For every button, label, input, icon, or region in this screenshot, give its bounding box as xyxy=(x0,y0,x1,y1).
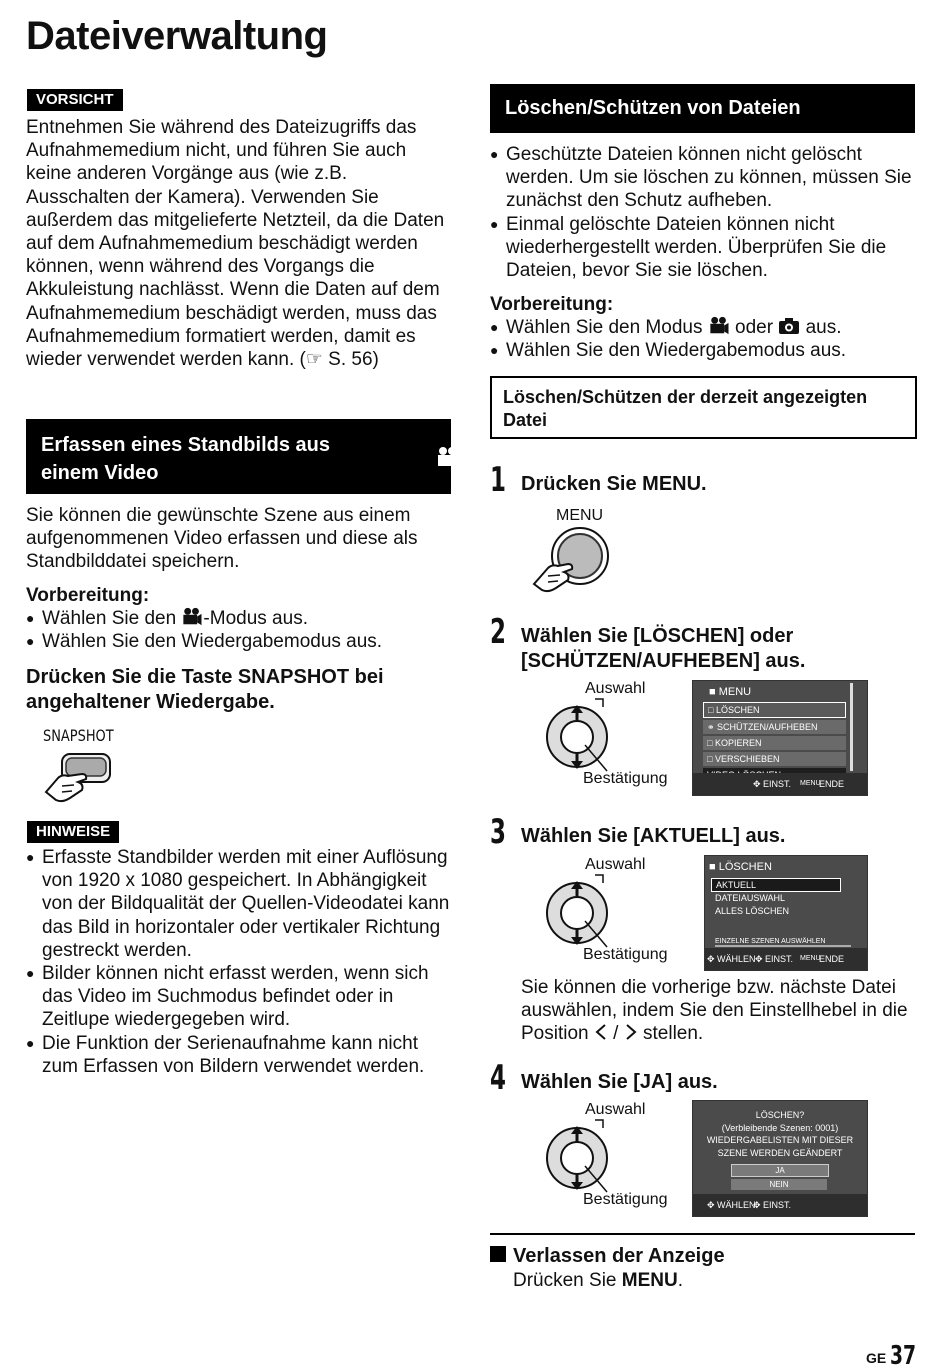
menu-item-label: LÖSCHEN xyxy=(715,705,760,715)
step-3-title: Wählen Sie [AKTUELL] aus. xyxy=(521,825,786,847)
capture-section-header xyxy=(26,419,451,494)
video-camera-icon: ■ xyxy=(709,861,716,873)
menu-item-label: KOPIEREN xyxy=(714,738,762,748)
notes-list xyxy=(26,846,456,1078)
footer-language: GE xyxy=(866,1350,887,1366)
footer-set: ✥ EINST. xyxy=(755,954,794,964)
step-3-text xyxy=(521,976,916,1046)
footer-end: ENDE xyxy=(819,954,845,964)
menu-item-copy[interactable]: □ KOPIEREN xyxy=(703,736,846,750)
screen-header xyxy=(705,856,867,873)
capture-prep-label: Vorbereitung: xyxy=(26,585,150,606)
snapshot-label: SNAPSHOT xyxy=(43,726,114,745)
list-item: ● Wählen Sie den Wiedergabemodus aus. xyxy=(26,630,456,653)
capture-intro: Sie können die gewünschte Szene aus einem aufgenommenen Video erfassen und diese als Standbilddatei speichern. xyxy=(26,505,418,573)
step-1-number: 1 xyxy=(490,460,506,500)
prep-text: Wählen Sie den Modus xyxy=(506,317,708,338)
confirm-line: SZENE WERDEN GEÄNDERT xyxy=(717,1147,843,1158)
prep-text: -Modus aus. xyxy=(203,608,308,629)
screen-footer xyxy=(705,948,867,970)
delete-screen xyxy=(704,855,868,971)
dial-illustration xyxy=(545,1118,615,1198)
confirm-label: Bestätigung xyxy=(583,770,668,787)
screen-menu-list xyxy=(703,702,846,782)
screen-header-text: LÖSCHEN xyxy=(718,861,772,873)
menu-item-delete[interactable]: □ LÖSCHEN xyxy=(703,702,846,718)
menu-item-current[interactable]: AKTUELL xyxy=(711,878,841,892)
step-4-title: Wählen Sie [JA] aus. xyxy=(521,1071,718,1093)
video-camera-icon: ■ xyxy=(709,686,716,698)
screen-menu-list xyxy=(711,878,841,918)
prep-text: oder xyxy=(729,317,779,338)
exit-text xyxy=(513,1269,683,1292)
notes-tag: HINWEISE xyxy=(27,821,119,843)
step-2-title: Wählen Sie [LÖSCHEN] oder [SCHÜTZEN/AUFHEBEN] aus. xyxy=(521,625,806,672)
footer-text: EINST. xyxy=(765,954,794,964)
list-item: ● Erfasste Standbilder werden mit einer Auflösung von 1920 x 1080 gespeichert. In Abhängigkeit von der Bildqualität der Quellen-Videodatei kann das Bild in horizontaler oder vertikaler Richtung gestreckt werden. xyxy=(26,846,456,962)
exit-text-menu: MENU xyxy=(621,1270,678,1291)
menu-screen xyxy=(692,680,868,796)
capture-section-title: Erfassen eines Standbilds aus einem Video xyxy=(41,434,330,484)
right-chevron-icon xyxy=(624,1023,638,1041)
exit-title: Verlassen der Anzeige xyxy=(513,1245,725,1267)
list-item: ● Geschützte Dateien können nicht gelöscht werden. Um sie löschen zu können, müssen Sie zunächst den Schutz aufheben. xyxy=(490,143,920,213)
exit-text-part: Drücken Sie xyxy=(513,1270,622,1291)
menu-label: MENU xyxy=(556,507,604,524)
menu-item-file-select[interactable]: DATEIAUSWAHL xyxy=(715,893,786,903)
delete-section-header xyxy=(490,84,915,133)
footer-text: WÄHLEN xyxy=(717,954,756,964)
select-label: Auswahl xyxy=(585,680,646,697)
page-number: 37 xyxy=(890,1341,917,1371)
screen-header-text: MENU xyxy=(718,686,752,698)
dial-illustration xyxy=(545,697,615,777)
footer-select: ✥ WÄHLEN xyxy=(707,954,756,964)
footer-select: ✥ WÄHLEN xyxy=(707,1200,756,1210)
dial-illustration xyxy=(545,873,615,953)
video-camera-icon xyxy=(436,446,460,468)
menu-item-delete-all[interactable]: ALLES LÖSCHEN xyxy=(715,906,790,916)
caution-paragraph xyxy=(26,116,451,371)
step-1-title: Drücken Sie MENU. xyxy=(521,473,707,495)
caution-reference: ☞ S. 56) xyxy=(305,349,379,371)
page-title: Dateiverwaltung xyxy=(26,14,328,58)
caution-text: Entnehmen Sie während des Dateizugriffs das Aufnahmemedium nicht, und führen Sie auch keine anderen Vorgänge aus (wie z.B. Ausschalten der Kamera). Verwenden Sie außerdem das mitgelieferte Netzteil, da die Daten auf dem Aufnahmemedium beschädigt werden können, wenn während des Vorgangs die Akkuleistung nachlässt. Wenn die Daten auf dem Aufnahmemedium beschädigt werden, muss das Aufnahmemedium formatiert werden, damit es wieder verwendet werden kann. ( xyxy=(26,117,445,371)
confirm-line: WIEDERGABELISTEN MIT DIESER xyxy=(706,1135,854,1145)
menu-item-label: VERSCHIEBEN xyxy=(714,754,780,764)
delete-bullets xyxy=(490,143,920,282)
screen-header xyxy=(693,681,867,698)
list-item xyxy=(490,316,920,339)
caution-tag: VORSICHT xyxy=(27,89,123,111)
screen-status: EINZELNE SZENEN AUSWÄHLEN xyxy=(715,938,851,947)
delete-prep-list xyxy=(490,316,920,362)
list-item: ● Die Funktion der Serienaufnahme kann nicht zum Erfassen von Bildern verwendet werden. xyxy=(26,1032,456,1078)
select-label: Auswahl xyxy=(585,1101,646,1118)
step-3-text-part: / xyxy=(607,1023,624,1045)
square-bullet-icon xyxy=(490,1246,506,1262)
footer-text: EINST. xyxy=(763,1200,792,1210)
video-camera-icon xyxy=(708,316,730,335)
delete-section-title: Löschen/Schützen von Dateien xyxy=(505,97,801,119)
capture-prep-list xyxy=(26,607,456,653)
confirm-label: Bestätigung xyxy=(583,946,668,963)
step-3-number: 3 xyxy=(490,812,506,852)
confirm-label: Bestätigung xyxy=(583,1191,668,1208)
step-2-number: 2 xyxy=(490,612,506,652)
list-item: ● Wählen Sie den Wiedergabemodus aus. xyxy=(490,339,920,362)
step-4-number: 4 xyxy=(490,1058,506,1098)
screen-scrollbar[interactable] xyxy=(850,683,853,771)
delete-prep-label: Vorbereitung: xyxy=(490,294,614,315)
footer-end: ENDE xyxy=(819,779,845,789)
screen-footer xyxy=(693,1194,867,1216)
subsection-box xyxy=(490,376,917,439)
subsection-title: Löschen/Schützen der derzeit angezeigten Datei xyxy=(503,387,868,430)
confirm-line: (Verbleibende Szenen: 0001) xyxy=(721,1122,839,1133)
list-item xyxy=(26,607,456,630)
menu-item-label: SCHÜTZEN/AUFHEBEN xyxy=(717,722,818,732)
footer-text: EINST. xyxy=(763,779,792,789)
snapshot-button-illustration xyxy=(40,748,120,804)
footer-set: ✥ EINST. xyxy=(753,779,792,789)
footer-text: WÄHLEN xyxy=(717,1200,756,1210)
no-option[interactable]: NEIN xyxy=(731,1179,827,1190)
menu-button-illustration xyxy=(530,526,612,594)
confirm-message xyxy=(693,1109,867,1159)
menu-item-move[interactable]: □ VERSCHIEBEN xyxy=(703,752,846,766)
prep-text: Wählen Sie den xyxy=(42,608,182,629)
yes-option[interactable]: JA xyxy=(731,1164,829,1177)
confirm-line: LÖSCHEN? xyxy=(755,1110,805,1120)
list-item: ● Einmal gelöschte Dateien können nicht wiederhergestellt werden. Überprüfen Sie die Dateien, bevor Sie sie löschen. xyxy=(490,213,920,283)
divider xyxy=(490,1233,915,1235)
step-3-text-part: Sie können die vorherige bzw. nächste Datei auswählen, indem Sie den Einstellhebel in die Position xyxy=(521,977,908,1045)
exit-text-part: . xyxy=(677,1270,684,1291)
footer-set: ✥ EINST. xyxy=(753,1200,792,1210)
footer-menu-key: MENU xyxy=(800,955,821,962)
screen-footer xyxy=(693,773,867,795)
select-label: Auswahl xyxy=(585,856,646,873)
footer-menu-key: MENU xyxy=(800,780,821,787)
left-chevron-icon xyxy=(594,1023,608,1041)
snapshot-instruction: Drücken Sie die Taste SNAPSHOT bei angehaltener Wiedergabe. xyxy=(26,666,384,713)
confirm-screen xyxy=(692,1100,868,1217)
video-camera-icon xyxy=(181,607,203,626)
still-camera-icon xyxy=(778,317,800,335)
list-item: ● Bilder können nicht erfasst werden, wenn sich das Video im Suchmodus befindet oder in Zeitlupe wiedergegeben wird. xyxy=(26,962,456,1032)
step-3-text-part: stellen. xyxy=(637,1023,704,1045)
prep-text: aus. xyxy=(800,317,842,338)
menu-item-protect[interactable]: ⚭ SCHÜTZEN/AUFHEBEN xyxy=(703,720,846,734)
